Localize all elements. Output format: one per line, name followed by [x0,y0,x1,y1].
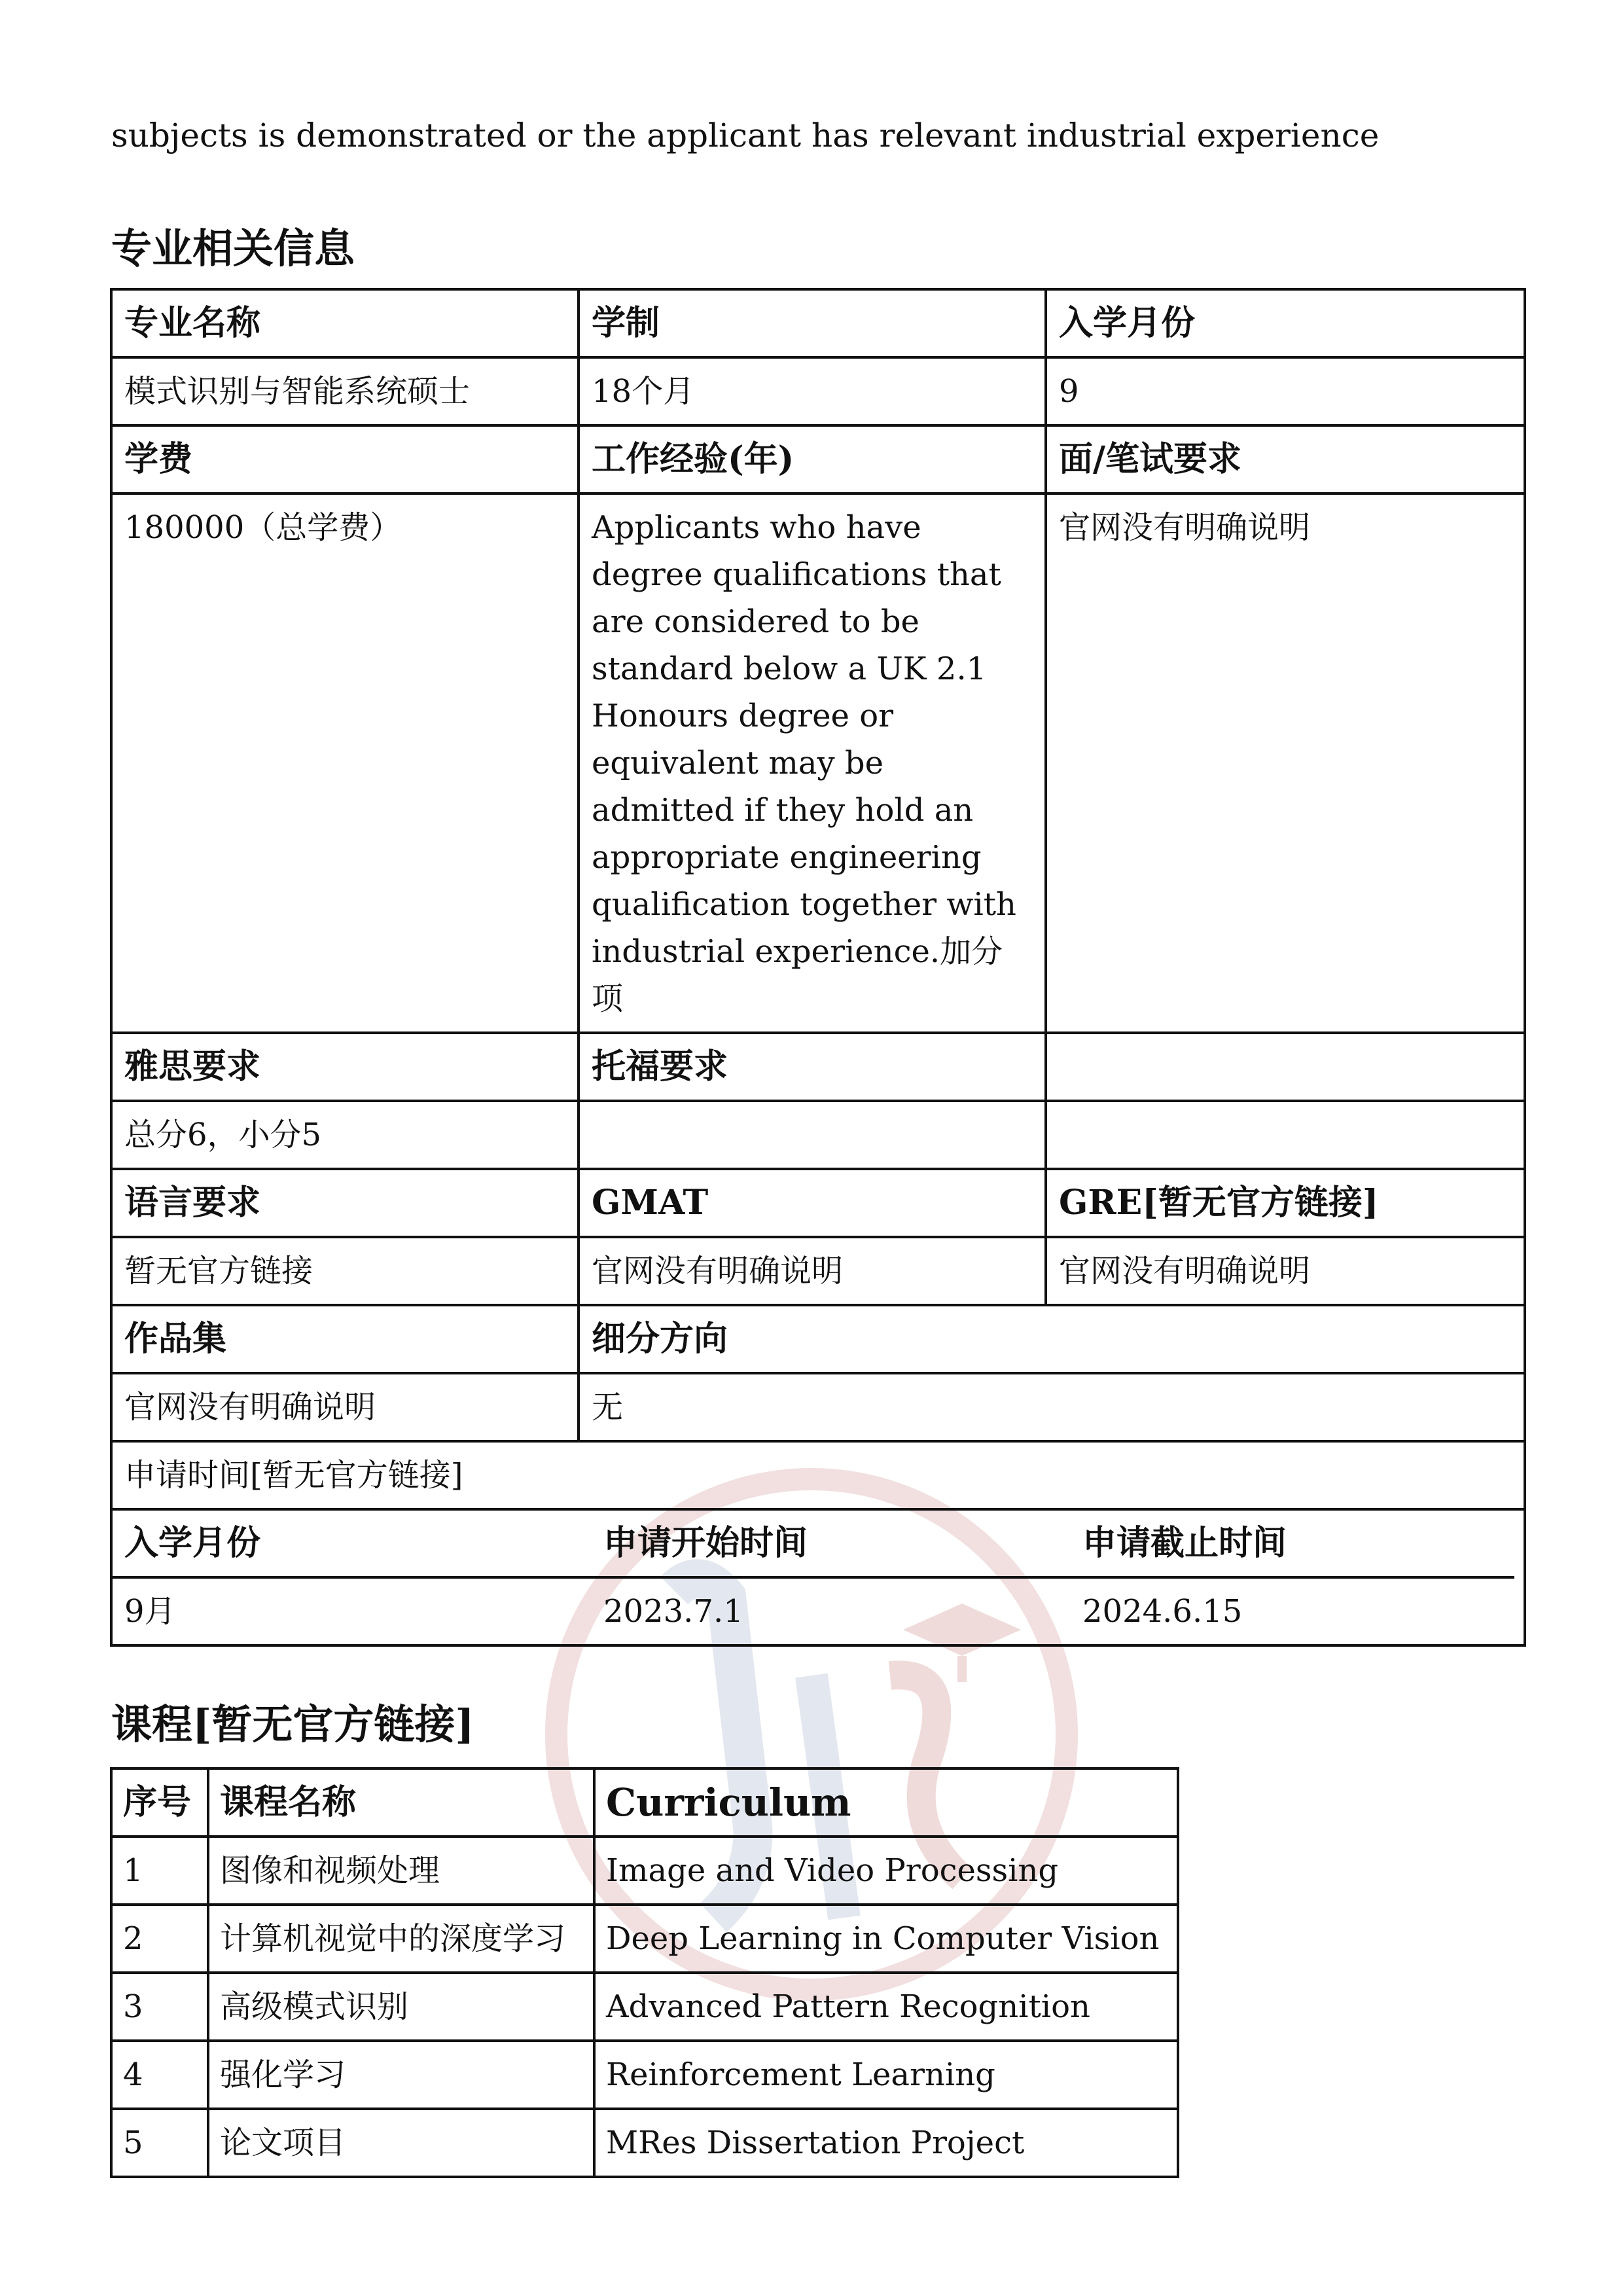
header-cell: GRE[暂无官方链接] [1046,1169,1525,1237]
header-cell: 课程名称 [208,1768,594,1837]
tuition-value: 180000（总学费） [111,493,579,1033]
application-dates [111,1509,1525,1645]
intro-text: subjects is demonstrated or the applicant has relevant industrial experience [111,117,1380,154]
value-cell [1046,1101,1525,1169]
header-cell: 细分方向 [579,1305,1525,1373]
table-row [111,1973,1178,2041]
course-name-cn: 计算机视觉中的深度学习 [208,1905,594,1973]
value-cell: 模式识别与智能系统硕士 [111,357,579,425]
header-cell: 序号 [111,1768,208,1837]
course-name-en: Image and Video Processing [594,1837,1178,1905]
application-start-header: 申请开始时间 [603,1523,808,1563]
course-name-cn: 论文项目 [208,2109,594,2177]
course-number: 1 [111,1837,208,1905]
course-name-cn: 图像和视频处理 [208,1837,594,1905]
header-cell: Curriculum [594,1768,1178,1837]
application-time-label: 申请时间[暂无官方链接] [111,1441,1525,1509]
value-cell: 9 [1046,357,1525,425]
intake-month-value: 9月 [124,1593,176,1630]
course-number: 3 [111,1973,208,2041]
table-row [111,1905,1178,1973]
header-cell: 雅思要求 [111,1033,579,1101]
work-experience-value: Applicants who have degree qualifications that are considered to be standard below a UK 2.1 Honours degree or equivalent may be admitted if they hold an appropriate engineering qualification together with industrial experience.加分项 [579,493,1046,1033]
table-row [111,2109,1178,2177]
table-row [111,493,1525,1033]
portfolio-value: 官网没有明确说明 [111,1373,579,1441]
course-name-cn: 强化学习 [208,2041,594,2109]
section-title-program-info: 专业相关信息 [111,224,355,272]
ielts-value: 总分6，小分5 [111,1101,579,1169]
toefl-value [579,1101,1046,1169]
course-number: 4 [111,2041,208,2109]
course-name-en: Reinforcement Learning [594,2041,1178,2109]
table-row [111,1768,1178,1837]
header-cell: 工作经验(年) [579,425,1046,493]
header-cell: 专业名称 [111,289,579,357]
table-row [111,1237,1525,1305]
table-row [111,1837,1178,1905]
header-cell: 托福要求 [579,1033,1046,1101]
table-row [111,1441,1525,1509]
table-row [111,425,1525,493]
section-title-courses: 课程[暂无官方链接] [111,1700,474,1748]
program-info-table [110,288,1526,1647]
gmat-value: 官网没有明确说明 [579,1237,1046,1305]
header-cell: 学制 [579,289,1046,357]
table-row [111,1509,1525,1645]
value-cell: 18个月 [579,357,1046,425]
header-cell: 面/笔试要求 [1046,425,1525,493]
course-number: 5 [111,2109,208,2177]
course-number: 2 [111,1905,208,1973]
table-row [111,1305,1525,1373]
header-cell: 语言要求 [111,1169,579,1237]
header-cell: GMAT [579,1169,1046,1237]
header-cell: 入学月份 [1046,289,1525,357]
specialization-value: 无 [579,1373,1525,1441]
courses-table [110,1767,1179,2178]
course-name-en: Deep Learning in Computer Vision [594,1905,1178,1973]
header-cell: 学费 [111,425,579,493]
table-row [111,357,1525,425]
table-row [111,2041,1178,2109]
course-name-en: MRes Dissertation Project [594,2109,1178,2177]
language-value: 暂无官方链接 [111,1237,579,1305]
header-cell [1046,1033,1525,1101]
application-deadline-value: 2024.6.15 [1082,1593,1243,1630]
table-row [111,1169,1525,1237]
interview-value: 官网没有明确说明 [1046,493,1525,1033]
application-deadline-header: 申请截止时间 [1082,1523,1287,1563]
intake-month-header: 入学月份 [124,1523,261,1563]
application-start-value: 2023.7.1 [603,1593,743,1630]
table-row [111,289,1525,357]
table-row [111,1373,1525,1441]
table-row [111,1101,1525,1169]
header-cell: 作品集 [111,1305,579,1373]
course-name-cn: 高级模式识别 [208,1973,594,2041]
gre-value: 官网没有明确说明 [1046,1237,1525,1305]
table-row [111,1033,1525,1101]
course-name-en: Advanced Pattern Recognition [594,1973,1178,2041]
